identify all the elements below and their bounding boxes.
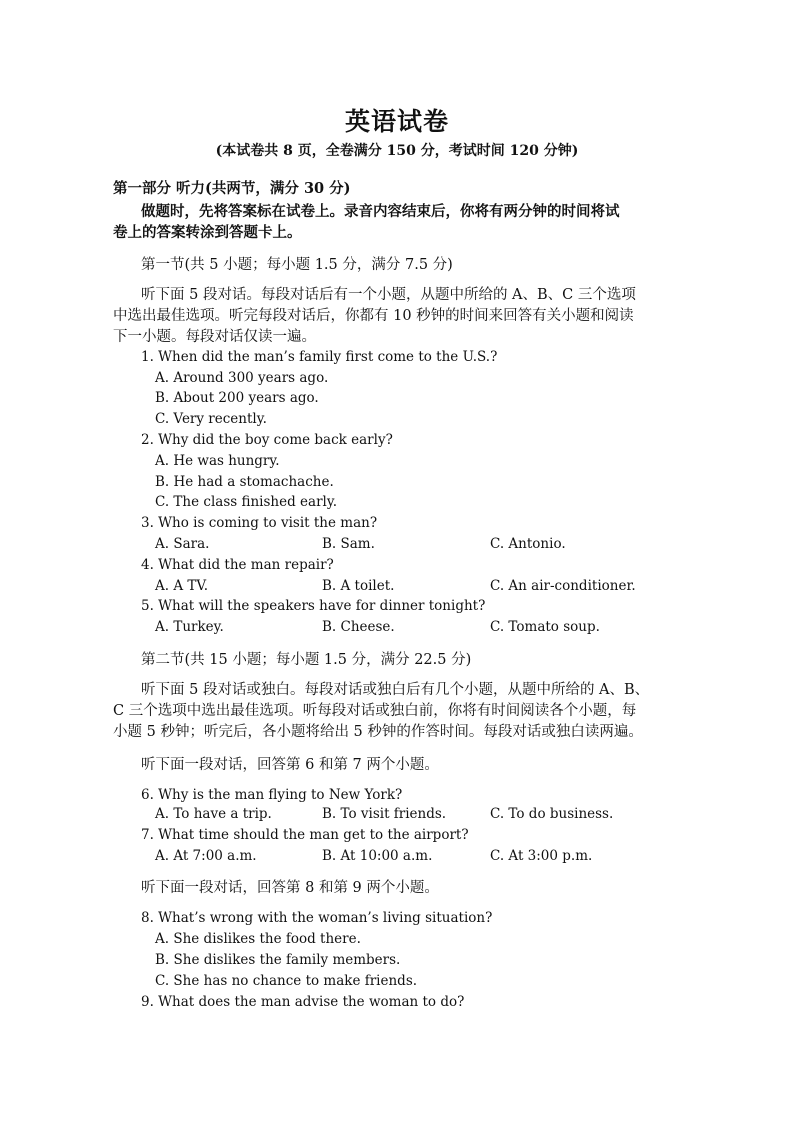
question-4-option-a: A. A TV. <box>155 578 209 594</box>
question-3-option-c: C. Antonio. <box>490 536 566 552</box>
question-2-option-c: C. The class finished early. <box>155 494 337 510</box>
question-6-option-c: C. To do business. <box>490 806 614 822</box>
question-3-stem: 3. Who is coming to visit the man? <box>141 515 378 531</box>
question-6-option-b: B. To visit friends. <box>322 806 447 822</box>
exam-info-subtitle: (本试卷共 8 页，全卷满分 150 分，考试时间 120 分钟) <box>215 143 579 159</box>
question-9-stem: 9. What does the man advise the woman to do? <box>141 994 465 1010</box>
question-1-stem: 1. When did the man’s family first come to the U.S.? <box>141 349 498 365</box>
page-title: 英语试卷 <box>344 107 449 136</box>
section1-heading: 第一节(共 5 小题；每小题 1.5 分，满分 7.5 分) <box>141 257 453 273</box>
question-4-stem: 4. What did the man repair? <box>141 557 334 573</box>
question-7-option-b: B. At 10:00 a.m. <box>322 848 433 864</box>
group1-prompt: 听下面一段对话，回答第 6 和第 7 两个小题。 <box>141 757 439 773</box>
question-8-option-c: C. She has no chance to make friends. <box>155 973 418 989</box>
part1-heading: 第一部分 听力(共两节，满分 30 分) <box>113 180 351 197</box>
section2-directions-line1: 听下面 5 段对话或独白。每段对话或独白后有几个小题，从题中所给的 A、B、 <box>141 682 650 698</box>
section2-directions-line3: 小题 5 秒钟；听完后，各小题将给出 5 秒钟的作答时间。每段对话或独白读两遍。 <box>113 724 643 740</box>
question-8-option-a: A. She dislikes the food there. <box>155 931 361 947</box>
section2-heading: 第二节(共 15 小题；每小题 1.5 分，满分 22.5 分) <box>141 652 472 668</box>
question-7-option-c: C. At 3:00 p.m. <box>490 848 593 864</box>
question-5-option-b: B. Cheese. <box>322 619 395 635</box>
question-3-option-a: A. Sara. <box>155 536 210 552</box>
question-4-option-c: C. An air-conditioner. <box>490 578 636 594</box>
question-2-option-b: B. He had a stomachache. <box>155 474 334 490</box>
question-2-option-a: A. He was hungry. <box>155 453 280 469</box>
section2-directions-line2: C 三个选项中选出最佳选项。听每段对话或独白前，你将有时间阅读各个小题，每 <box>113 703 637 719</box>
group2-prompt: 听下面一段对话，回答第 8 和第 9 两个小题。 <box>141 880 439 896</box>
question-6-stem: 6. Why is the man flying to New York? <box>141 787 403 803</box>
section1-directions-line1: 听下面 5 段对话。每段对话后有一个小题，从题中所给的 A、B、C 三个选项 <box>141 287 636 303</box>
question-1-option-b: B. About 200 years ago. <box>155 390 319 406</box>
question-1-option-a: A. Around 300 years ago. <box>155 370 329 386</box>
question-6-option-a: A. To have a trip. <box>155 806 272 822</box>
question-2-stem: 2. Why did the boy come back early? <box>141 432 393 448</box>
question-3-option-b: B. Sam. <box>322 536 375 552</box>
question-4-option-b: B. A toilet. <box>322 578 395 594</box>
section1-directions-line2: 中选出最佳选项。听完每段对话后，你都有 10 秒钟的时间来回答有关小题和阅读 <box>113 308 634 324</box>
part1-instruction-line1: 做题时，先将答案标在试卷上。录音内容结束后，你将有两分钟的时间将试 <box>141 203 620 220</box>
section1-directions-line3: 下一小题。每段对话仅读一遍。 <box>113 329 316 345</box>
question-7-stem: 7. What time should the man get to the airport? <box>141 827 469 843</box>
part1-instruction-line2: 卷上的答案转涂到答题卡上。 <box>113 224 302 241</box>
question-8-option-b: B. She dislikes the family members. <box>155 952 401 968</box>
question-1-option-c: C. Very recently. <box>155 411 267 427</box>
question-5-option-a: A. Turkey. <box>155 619 224 635</box>
question-7-option-a: A. At 7:00 a.m. <box>155 848 257 864</box>
question-8-stem: 8. What’s wrong with the woman’s living situation? <box>141 910 493 926</box>
question-5-option-c: C. Tomato soup. <box>490 619 600 635</box>
question-5-stem: 5. What will the speakers have for dinner tonight? <box>141 598 486 614</box>
